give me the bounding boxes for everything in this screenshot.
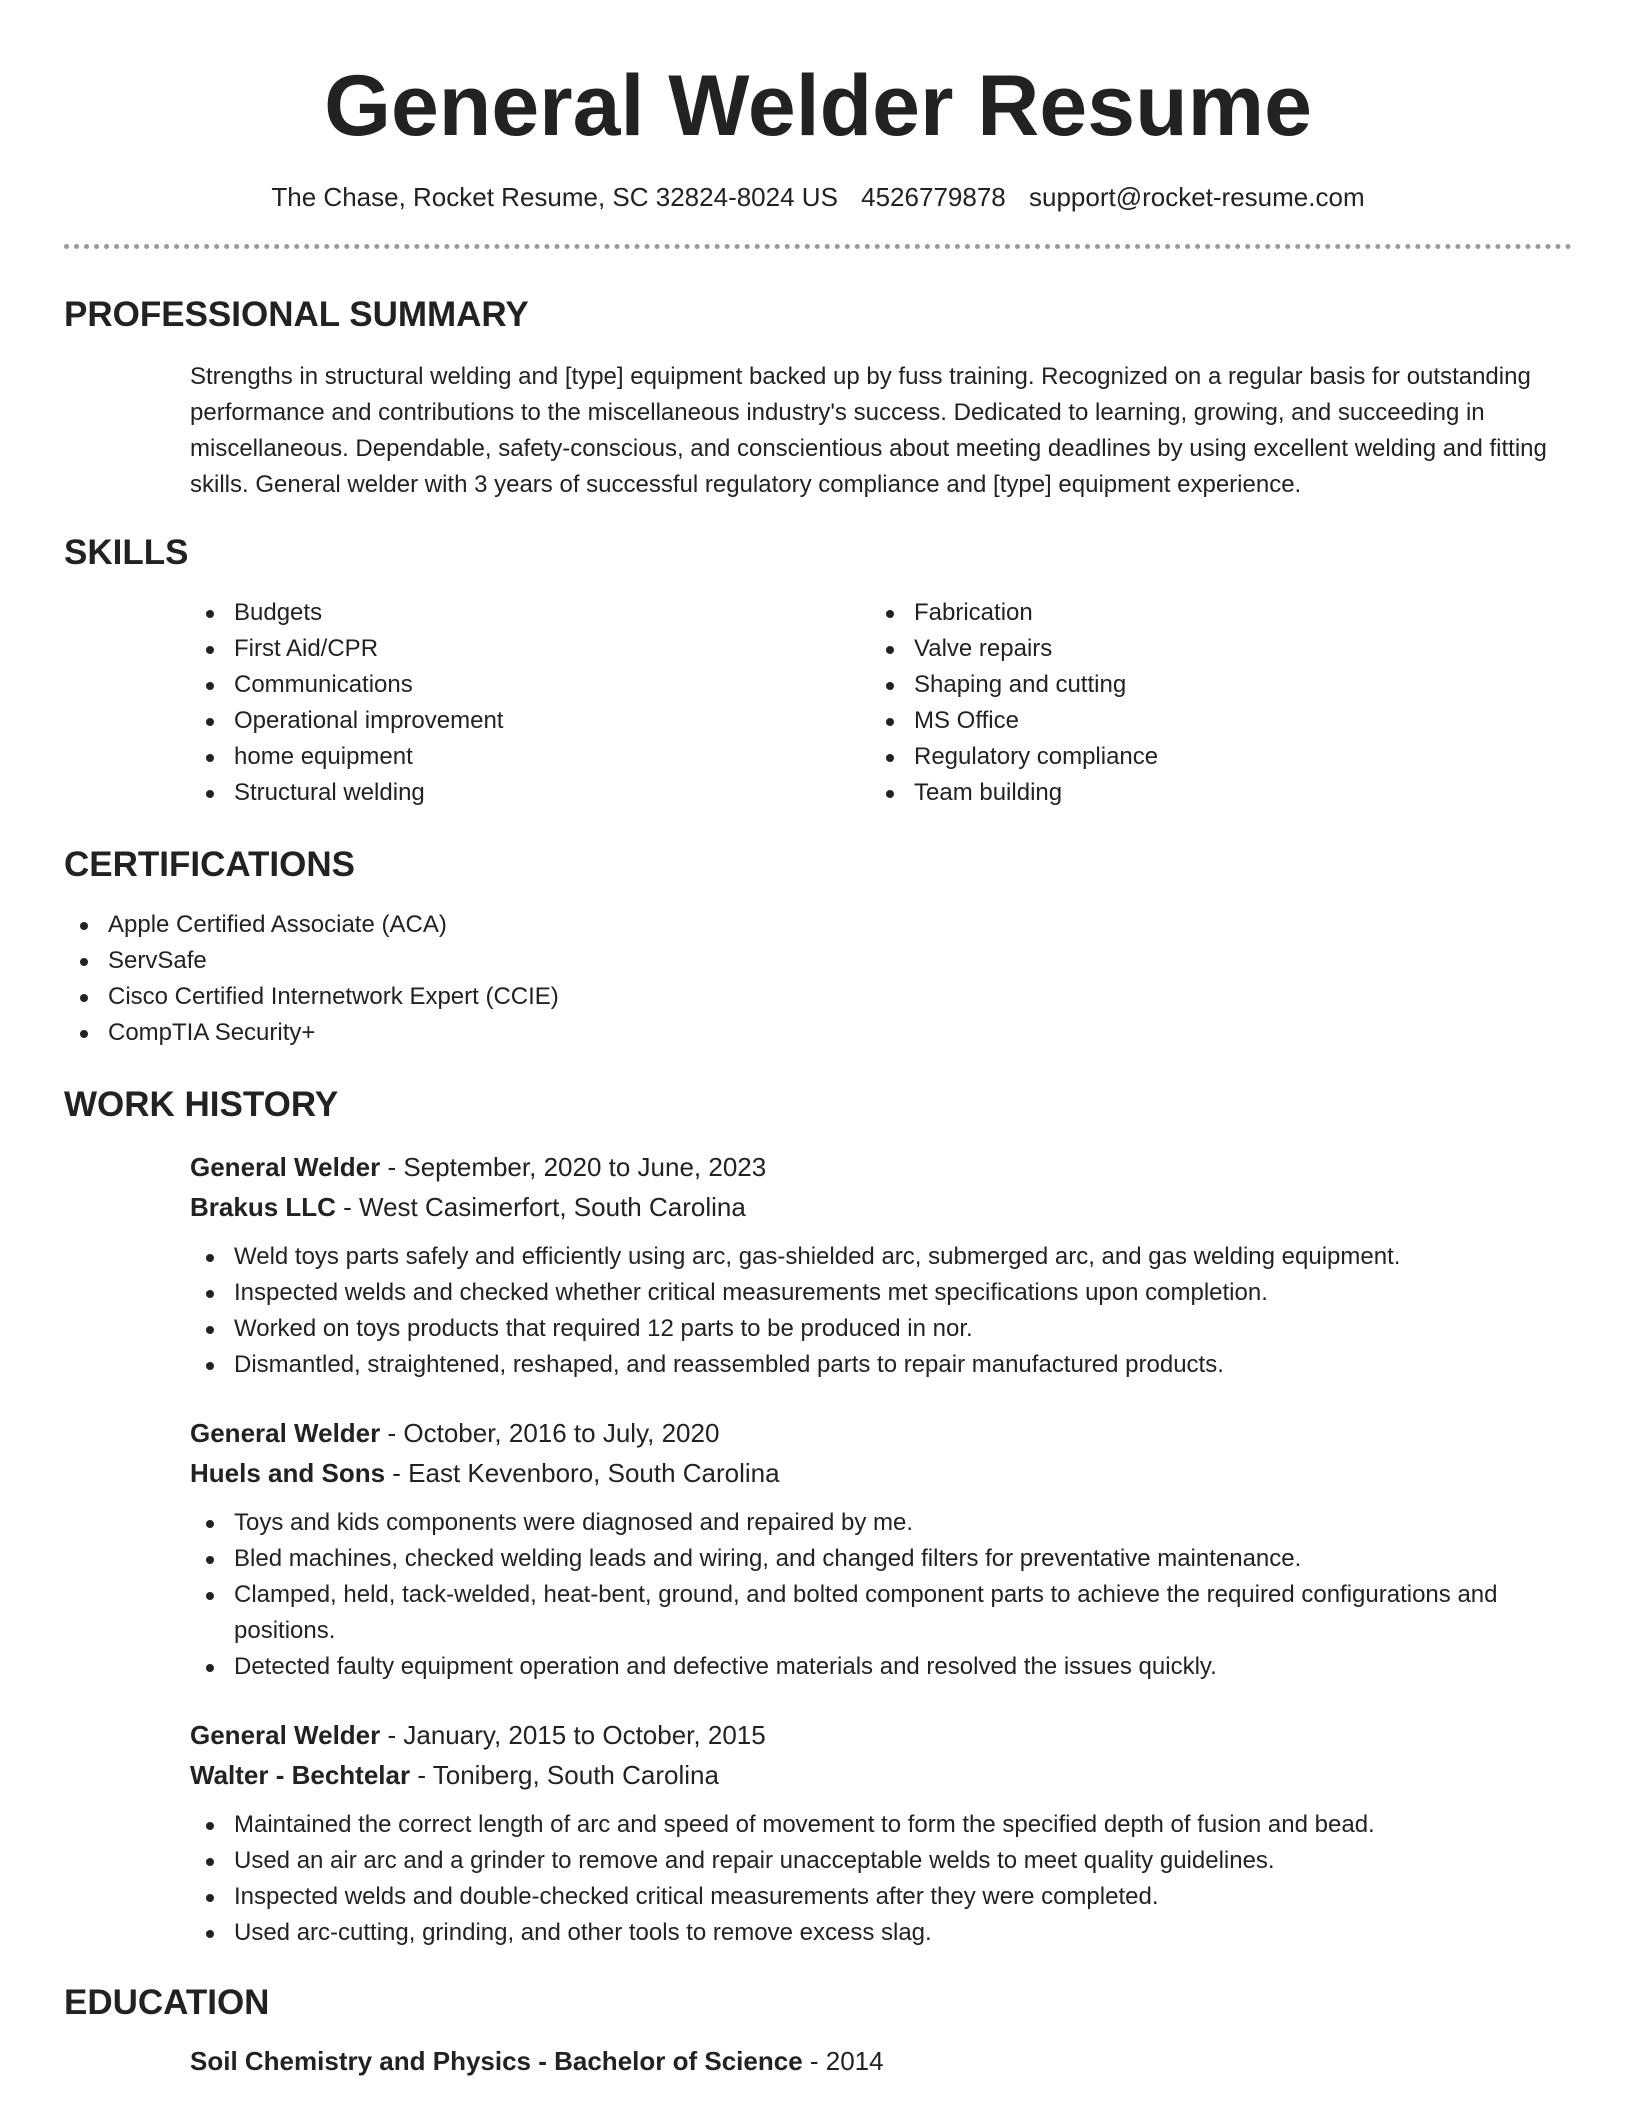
job-entry [190,1715,1572,1951]
list-item: Shaping and cutting [870,667,1550,703]
header-divider [64,244,1572,249]
job-title-line [190,1413,1572,1453]
list-item: Structural welding [190,775,870,811]
contact-address: The Chase, Rocket Resume, SC 32824-8024 US [271,182,838,212]
list-item: Used an air arc and a grinder to remove and repair unacceptable welds to meet quality guidelines. [190,1843,1572,1879]
contact-line [64,180,1572,214]
job-company-line [190,1187,1572,1227]
job-duties [190,1239,1572,1383]
summary-heading: PROFESSIONAL SUMMARY [64,295,529,334]
list-item: Detected faulty equipment operation and defective materials and resolved the issues quickly. [190,1649,1572,1685]
list-item: Dismantled, straightened, reshaped, and reassembled parts to repair manufactured products. [190,1347,1572,1383]
list-item: Apple Certified Associate (ACA) [64,907,1572,943]
list-item: home equipment [190,739,870,775]
job-title: General Welder [190,1720,381,1750]
job-entry [190,1147,1572,1383]
job-company: Huels and Sons [190,1458,386,1488]
list-item: MS Office [870,703,1550,739]
list-item: Bled machines, checked welding leads and wiring, and changed filters for preventative maintenance. [190,1541,1572,1577]
list-item: Operational improvement [190,703,870,739]
certifications-section [64,843,1572,1051]
skills-list-right [870,595,1550,811]
education-entry [190,2041,1572,2081]
job-company: Walter - Bechtelar [190,1760,411,1790]
list-item: Valve repairs [870,631,1550,667]
list-item: Inspected welds and checked whether critical measurements met specifications upon completion. [190,1275,1572,1311]
list-item: Used arc-cutting, grinding, and other tools to remove excess slag. [190,1915,1572,1951]
work-history-heading: WORK HISTORY [64,1085,339,1124]
summary-section [64,293,1572,503]
list-item: Weld toys parts safely and efficiently using arc, gas-shielded arc, submerged arc, and gas welding equipment. [190,1239,1572,1275]
job-title-line [190,1715,1572,1755]
skills-heading: SKILLS [64,533,189,572]
job-dates: - January, 2015 to October, 2015 [380,1720,766,1750]
job-location: - East Kevenboro, South Carolina [385,1458,780,1488]
resume-title: General Welder Resume [324,58,1312,154]
job-duties [190,1807,1572,1951]
list-item: Communications [190,667,870,703]
list-item: Regulatory compliance [870,739,1550,775]
list-item: Budgets [190,595,870,631]
skills-grid [190,595,1572,811]
job-title-line [190,1147,1572,1187]
education-section [64,1981,1572,2081]
job-dates: - September, 2020 to June, 2023 [380,1152,767,1182]
job-title: General Welder [190,1152,381,1182]
list-item: Toys and kids components were diagnosed and repaired by me. [190,1505,1572,1541]
work-history-section [64,1083,1572,1951]
job-company: Brakus LLC [190,1192,336,1222]
resume-page [64,0,1572,2081]
skills-list-left [190,595,870,811]
certifications-heading: CERTIFICATIONS [64,845,356,884]
job-company-line [190,1755,1572,1795]
job-location: - Toniberg, South Carolina [410,1760,719,1790]
list-item: ServSafe [64,943,1572,979]
job-company-line [190,1453,1572,1493]
contact-phone: 4526779878 [861,182,1006,212]
summary-text: Strengths in structural welding and [type] equipment backed up by fuss training. Recognized on a regular basis for outstanding performance and contributions to the miscellaneous industry's success. Dedicated to learning, growing, and succeeding in miscellaneous. Dependable, safety-conscious, and conscientious about meeting deadlines by using excellent welding and fitting skills. General welder with 3 years of successful regulatory compliance and [type] equipment experience. [190,363,1547,498]
list-item: CompTIA Security+ [64,1015,1572,1051]
education-heading: EDUCATION [64,1983,270,2022]
job-dates: - October, 2016 to July, 2020 [380,1418,720,1448]
job-entry [190,1413,1572,1685]
list-item: Cisco Certified Internetwork Expert (CCIE) [64,979,1572,1015]
list-item: Maintained the correct length of arc and speed of movement to form the specified depth of fusion and bead. [190,1807,1572,1843]
certifications-list [64,907,1572,1051]
list-item: Team building [870,775,1550,811]
job-location: - West Casimerfort, South Carolina [335,1192,746,1222]
list-item: First Aid/CPR [190,631,870,667]
list-item: Clamped, held, tack-welded, heat-bent, ground, and bolted component parts to achieve the required configurations and positions. [190,1577,1572,1649]
job-title: General Welder [190,1418,381,1448]
list-item: Inspected welds and double-checked critical measurements after they were completed. [190,1879,1572,1915]
education-year: - 2014 [802,2046,884,2076]
contact-email: support@rocket-resume.com [1028,182,1365,212]
education-degree: Soil Chemistry and Physics - Bachelor of Science [190,2046,803,2076]
list-item: Worked on toys products that required 12 parts to be produced in nor. [190,1311,1572,1347]
list-item: Fabrication [870,595,1550,631]
job-duties [190,1505,1572,1685]
skills-section [64,531,1572,811]
